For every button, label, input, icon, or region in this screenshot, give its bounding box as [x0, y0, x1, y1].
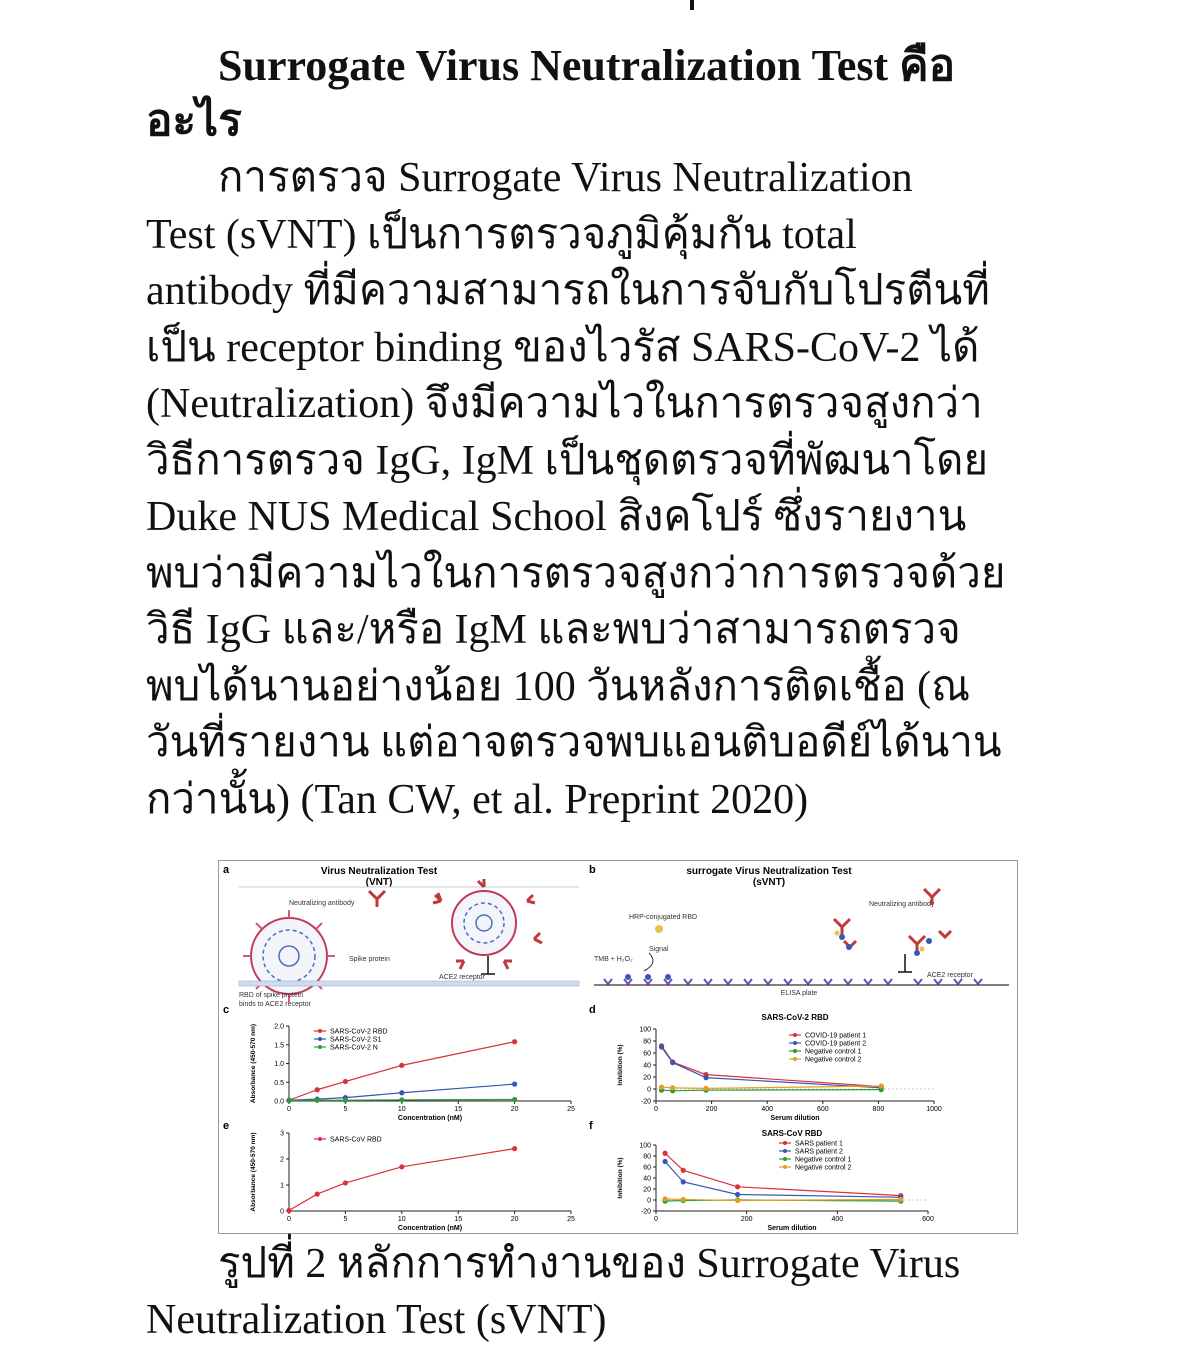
series-line	[662, 1086, 882, 1088]
data-point	[659, 1085, 664, 1090]
x-tick-label: 15	[454, 1216, 463, 1223]
legend-label: SARS-CoV-2 S1	[330, 1036, 382, 1044]
chart-panel-f	[589, 1120, 934, 1232]
svnt-figure	[218, 860, 1018, 1234]
y-axis-label: Absorbance (450-570 nm)	[250, 1132, 257, 1212]
y-tick-label: 1.0	[274, 1061, 284, 1068]
paragraph-line: (Neutralization) จึงมีความไวในการตรวจสูงกว่า	[146, 381, 983, 427]
panel-a-neutralizing-antibody-label: Neutralizing antibody	[289, 900, 355, 907]
data-point	[399, 1090, 404, 1095]
data-point	[512, 1097, 517, 1102]
x-tick-label: 600	[816, 1106, 829, 1113]
y-tick-label: 0.0	[274, 1098, 284, 1106]
data-point	[735, 1198, 740, 1203]
data-point	[681, 1168, 686, 1173]
antibody-icon	[369, 891, 385, 907]
y-tick-label: 100	[639, 1026, 651, 1034]
legend-marker	[783, 1149, 787, 1153]
data-point	[703, 1075, 708, 1080]
data-point	[659, 1044, 664, 1049]
y-axis-label: Absorbance (450-570 nm)	[250, 1023, 257, 1104]
page-cut-mark	[690, 0, 694, 10]
x-tick-label: 25	[567, 1216, 575, 1223]
x-tick-label: 25	[567, 1106, 575, 1113]
panel-b-subtitle: (sVNT)	[752, 877, 786, 888]
panel-letter-d: d	[589, 1004, 596, 1016]
data-point	[315, 1192, 320, 1197]
virus-icon	[243, 910, 335, 1002]
data-point	[512, 1039, 517, 1044]
data-point	[703, 1086, 708, 1091]
series-line	[665, 1153, 901, 1195]
y-tick-label: 80	[643, 1038, 651, 1046]
paragraph-line: การตรวจ Surrogate Virus Neutralization	[218, 155, 913, 201]
data-point	[399, 1063, 404, 1068]
data-point	[662, 1159, 667, 1164]
x-axis-label: Serum dilution	[770, 1115, 820, 1122]
data-point	[512, 1146, 517, 1151]
series-line	[289, 1149, 515, 1211]
panel-a-rbd-note-1: RBD of spike protein	[239, 992, 304, 999]
y-tick-label: 0	[647, 1086, 651, 1094]
panel-letter-e: e	[223, 1120, 230, 1132]
panel-a	[223, 864, 579, 1008]
y-tick-label: -20	[640, 1208, 651, 1216]
series-line	[662, 1090, 882, 1091]
x-tick-label: 20	[510, 1216, 519, 1223]
legend-marker	[793, 1033, 797, 1037]
x-tick-label: 10	[397, 1106, 406, 1113]
panel-b-elisa-label: ELISA plate	[780, 990, 818, 997]
data-point	[735, 1184, 740, 1189]
x-tick-label: 15	[454, 1106, 463, 1113]
panel-letter-a: a	[223, 864, 230, 876]
x-tick-label: 1000	[926, 1106, 942, 1113]
chart-panel-e	[223, 1120, 575, 1232]
legend-label: COVID-19 patient 1	[805, 1032, 867, 1040]
x-tick-label: 400	[761, 1106, 774, 1113]
panel-a-subtitle: (VNT)	[365, 877, 393, 888]
y-tick-label: 20	[643, 1186, 651, 1194]
x-tick-label: 200	[740, 1216, 753, 1223]
y-tick-label: 0	[280, 1208, 284, 1216]
x-tick-label: 600	[922, 1216, 934, 1223]
panel-a-ace2-label: ACE2 receptor	[439, 974, 485, 981]
x-tick-label: 200	[705, 1106, 718, 1113]
y-tick-label: 0.5	[274, 1079, 284, 1087]
legend-label: Negative control 1	[795, 1156, 852, 1164]
data-point	[343, 1180, 348, 1185]
legend-marker	[793, 1041, 797, 1045]
data-point	[681, 1197, 686, 1202]
legend-marker	[793, 1049, 797, 1053]
neutralized-virus-icon	[433, 879, 542, 969]
y-axis-label: Inhibition (%)	[617, 1044, 624, 1086]
signal-arrow-icon	[644, 953, 653, 971]
caption-line-1: รูปที่ 2 หลักการทำงานของ Surrogate Virus	[218, 1241, 961, 1287]
legend-label: Negative control 1	[805, 1048, 862, 1056]
data-point	[898, 1197, 903, 1202]
y-tick-label: 1	[280, 1182, 284, 1190]
panel-letter-b: b	[589, 864, 596, 876]
x-tick-label: 0	[287, 1106, 291, 1113]
y-axis-label: Inhibition (%)	[617, 1157, 624, 1199]
cell-membrane	[239, 981, 579, 986]
paragraph-line: วันที่รายงาน แต่อาจตรวจพบแอนติบอดีย์ได้นาน	[146, 720, 1002, 766]
chart-panel-d	[589, 1004, 942, 1122]
data-point	[662, 1196, 667, 1201]
panel-b-title: surrogate Virus Neutralization Test	[686, 866, 852, 877]
data-point	[315, 1087, 320, 1092]
x-tick-label: 10	[397, 1216, 406, 1223]
panel-a-title: Virus Neutralization Test	[320, 866, 438, 877]
legend-marker	[783, 1141, 787, 1145]
x-tick-label: 0	[654, 1106, 658, 1113]
panel-b-signal-label: Signal	[649, 946, 669, 953]
legend-label: SARS patient 1	[795, 1140, 843, 1148]
chart-title: SARS-CoV-2 RBD	[761, 1013, 829, 1022]
data-point	[670, 1060, 675, 1065]
figure-canvas	[219, 861, 1017, 1233]
panel-a-rbd-note-2: binds to ACE2 receptor	[239, 1001, 311, 1008]
legend-marker	[783, 1157, 787, 1161]
data-point	[343, 1079, 348, 1084]
x-tick-label: 0	[287, 1216, 291, 1223]
chart-panel-c	[223, 1004, 575, 1122]
paragraph-line: พบว่ามีความไวในการตรวจสูงกว่าการตรวจด้วย	[146, 550, 1006, 597]
y-tick-label: 2	[280, 1156, 284, 1164]
data-point	[879, 1083, 884, 1088]
data-point	[662, 1151, 667, 1156]
panel-b-neutralizing-antibody-label: Neutralizing antibody	[869, 901, 935, 908]
figure-caption	[146, 1236, 1076, 1348]
body-paragraph	[146, 150, 1091, 828]
hrp-rbd-icon	[655, 925, 663, 933]
data-point	[315, 1098, 320, 1103]
data-point	[399, 1097, 404, 1102]
y-tick-label: 80	[643, 1153, 651, 1161]
panel-b-tmb-label: TMB + H₂O₂	[594, 956, 633, 963]
data-point	[343, 1098, 348, 1103]
x-tick-label: 0	[654, 1216, 658, 1223]
paragraph-line: กว่านั้น) (Tan CW, et al. Preprint 2020)	[146, 776, 809, 823]
y-tick-label: 60	[643, 1050, 651, 1058]
y-tick-label: 2.0	[274, 1023, 284, 1031]
paragraph-line: Duke NUS Medical School สิงคโปร์ ซึ่งรายงาน	[146, 494, 967, 540]
x-tick-label: 800	[872, 1106, 885, 1113]
legend-label: SARS-CoV-2 N	[330, 1044, 378, 1052]
y-tick-label: -20	[640, 1098, 651, 1106]
chart-title: SARS-CoV RBD	[761, 1129, 823, 1138]
data-point	[399, 1164, 404, 1169]
panel-a-spike-protein-label: Spike protein	[349, 956, 390, 963]
paragraph-line: วิธี IgG และ/หรือ IgM และพบว่าสามารถตรวจ	[146, 607, 961, 653]
heading-line-1: Surrogate Virus Neutralization Test คือ	[218, 41, 956, 90]
data-point	[286, 1208, 291, 1213]
x-tick-label: 20	[510, 1106, 519, 1113]
x-axis-label: Concentration (nM)	[397, 1225, 463, 1232]
y-tick-label: 40	[643, 1175, 651, 1183]
x-axis-label: Concentration (nM)	[397, 1115, 463, 1122]
section-heading	[146, 38, 1066, 148]
data-point	[286, 1098, 291, 1103]
y-tick-label: 0	[647, 1197, 651, 1205]
data-point	[512, 1082, 517, 1087]
data-point	[681, 1179, 686, 1184]
paragraph-line: antibody ที่มีความสามารถในการจับกับโปรตีนที่	[146, 268, 990, 314]
x-tick-label: 400	[831, 1216, 844, 1223]
panel-b	[589, 864, 1009, 997]
caption-line-2: Neutralization Test (sVNT)	[146, 1297, 607, 1343]
y-tick-label: 3	[280, 1130, 284, 1138]
legend-marker	[783, 1165, 787, 1169]
panel-b-hrp-label: HRP-conjugated RBD	[629, 914, 698, 921]
legend-marker	[793, 1057, 797, 1061]
y-tick-label: 60	[643, 1164, 651, 1172]
x-tick-label: 5	[343, 1106, 348, 1113]
panel-b-ace2-label: ACE2 receptor	[927, 972, 973, 979]
y-tick-label: 1.5	[274, 1042, 284, 1050]
x-axis-label: Serum dilution	[767, 1225, 817, 1232]
ace2-receptor-row	[604, 979, 982, 984]
legend-label: SARS-CoV-2 RBD	[330, 1028, 388, 1036]
paragraph-line: วิธีการตรวจ IgG, IgM เป็นชุดตรวจที่พัฒนาโดย	[146, 437, 989, 484]
legend-label: Negative control 2	[795, 1164, 852, 1172]
paragraph-line: พบได้นานอย่างน้อย 100 วันหลังการติดเชื้อ (ณ	[146, 663, 971, 710]
y-tick-label: 100	[639, 1142, 651, 1150]
paragraph-line: Test (sVNT) เป็นการตรวจภูมิคุ้มกัน total	[146, 211, 857, 258]
data-point	[735, 1192, 740, 1197]
legend-label: Negative control 2	[805, 1056, 862, 1064]
legend-marker	[318, 1029, 322, 1033]
legend-marker	[318, 1137, 322, 1141]
x-tick-label: 5	[343, 1216, 348, 1223]
legend-label: SARS-CoV RBD	[330, 1136, 382, 1144]
y-tick-label: 40	[643, 1062, 651, 1070]
legend-marker	[318, 1045, 322, 1049]
heading-line-2: อะไร	[146, 96, 242, 145]
panel-letter-f: f	[589, 1120, 593, 1132]
panel-letter-c: c	[223, 1004, 230, 1016]
legend-label: SARS patient 2	[795, 1148, 843, 1156]
legend-marker	[318, 1037, 322, 1041]
data-point	[670, 1085, 675, 1090]
y-tick-label: 20	[643, 1074, 651, 1082]
paragraph-line: เป็น receptor binding ของไวรัส SARS-CoV-2 ได้	[146, 324, 980, 371]
legend-label: COVID-19 patient 2	[805, 1040, 867, 1048]
